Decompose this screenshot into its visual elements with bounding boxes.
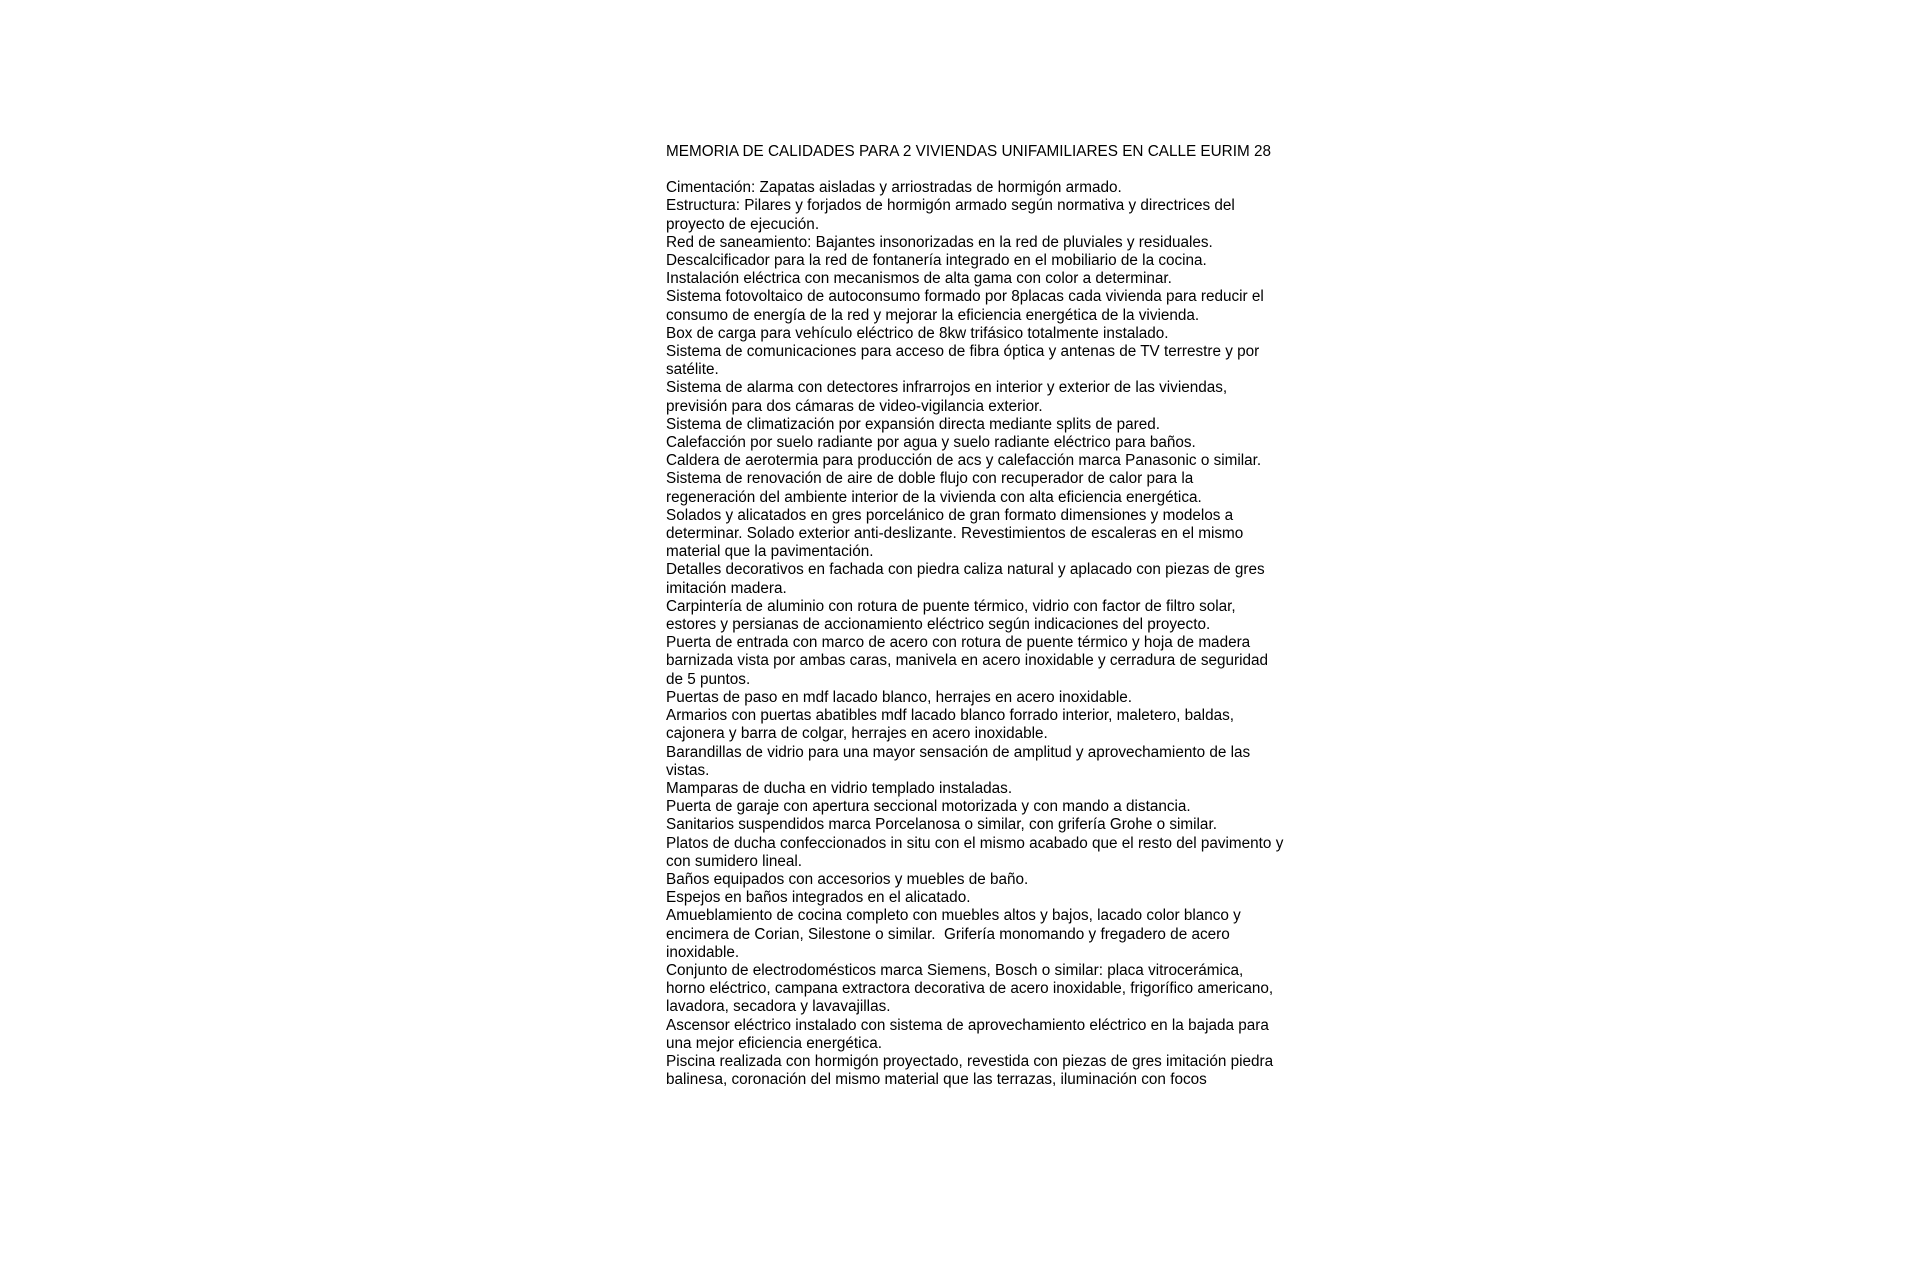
spec-item-fotovoltaico: Sistema fotovoltaico de autoconsumo formado por 8placas cada vivienda para reducir el consumo de energía de la red y mejorar la eficiencia energética de la vivienda. (666, 288, 1269, 324)
spec-item-box-carga: Box de carga para vehículo eléctrico de 8kw trifásico totalmente instalado. (666, 324, 1169, 342)
spec-item-caldera: Caldera de aerotermia para producción de acs y calefacción marca Panasonic o similar. (666, 452, 1262, 470)
spec-item-puerta-garaje: Puerta de garaje con apertura seccional motorizada y con mando a distancia. (666, 798, 1191, 816)
spec-item-descalcificador: Descalcificador para la red de fontanería integrado en el mobiliario de la cocina. (666, 252, 1207, 270)
specification-list (666, 179, 1286, 1089)
spec-item-estructura: Estructura: Pilares y forjados de hormigón armado según normativa y directrices del proyecto de ejecución. (666, 197, 1240, 233)
spec-item-solados: Solados y alicatados en gres porcelánico de gran formato dimensiones y modelos a determinar. Solado exterior anti-deslizante. Revestimientos de escaleras en el mismo material que la pavimentación. (666, 506, 1248, 561)
spec-item-mamparas: Mamparas de ducha en vidrio templado instaladas. (666, 779, 1013, 797)
spec-item-sanitarios: Sanitarios suspendidos marca Porcelanosa o similar, con grifería Grohe o similar. (666, 816, 1217, 834)
spec-item-piscina: Piscina realizada con hormigón proyectado, revestida con piezas de gres imitación piedra balinesa, coronación del mismo material que las terrazas, iluminación con focos (666, 1052, 1278, 1089)
spec-item-cocina: Amueblamiento de cocina completo con muebles altos y bajos, lacado color blanco y encimera de Corian, Silestone o similar. Grifería monomando y fregadero de acero inoxidable. (666, 907, 1246, 961)
spec-item-renovacion-aire: Sistema de renovación de aire de doble flujo con recuperador de calor para la regeneración del ambiente interior de la vivienda con alta eficiencia energética. (666, 470, 1202, 506)
spec-item-puerta-entrada: Puerta de entrada con marco de acero con rotura de puente térmico y hoja de madera barnizada vista por ambas caras, manivela en acero inoxidable y cerradura de seguridad de 5 puntos. (666, 634, 1273, 688)
spec-item-platos-ducha: Platos de ducha confeccionados in situ con el mismo acabado que el resto del pavimento y con sumidero lineal. (666, 834, 1288, 870)
spec-item-espejos: Espejos en baños integrados en el alicatado. (666, 889, 971, 907)
spec-item-comunicaciones: Sistema de comunicaciones para acceso de fibra óptica y antenas de TV terrestre y por satélite. (666, 343, 1264, 379)
spec-item-banos: Baños equipados con accesorios y muebles de baño. (666, 870, 1029, 888)
spec-item-barandillas: Barandillas de vidrio para una mayor sensación de amplitud y aprovechamiento de las vistas. (666, 743, 1255, 779)
spec-item-ascensor: Ascensor eléctrico instalado con sistema de aprovechamiento eléctrico en la bajada para una mejor eficiencia energética. (666, 1016, 1274, 1052)
document-page (666, 143, 1286, 1089)
spec-item-cimentacion: Cimentación: Zapatas aisladas y arriostradas de hormigón armado. (666, 179, 1122, 197)
spec-item-calefaccion: Calefacción por suelo radiante por agua y suelo radiante eléctrico para baños. (666, 434, 1196, 452)
document-title: MEMORIA DE CALIDADES PARA 2 VIVIENDAS UNIFAMILIARES EN CALLE EURIM 28 (666, 143, 1271, 160)
spec-item-instalacion-electrica: Instalación eléctrica con mecanismos de alta gama con color a determinar. (666, 270, 1172, 288)
spec-item-red-saneamiento: Red de saneamiento: Bajantes insonorizadas en la red de pluviales y residuales. (666, 233, 1213, 251)
spec-item-armarios: Armarios con puertas abatibles mdf lacado blanco forrado interior, maletero, baldas, cajonera y barra de colgar, herrajes en acero inoxidable. (666, 707, 1239, 743)
spec-item-electrodomesticos: Conjunto de electrodomésticos marca Siemens, Bosch o similar: placa vitrocerámica, horno eléctrico, campana extractora decorativa de acero inoxidable, frigorífico americano, lavadora, secadora y lavavajillas. (666, 961, 1278, 1016)
spec-item-puertas-paso: Puertas de paso en mdf lacado blanco, herrajes en acero inoxidable. (666, 688, 1133, 706)
spec-item-alarma: Sistema de alarma con detectores infrarrojos en interior y exterior de las viviendas, previsión para dos cámaras de video-vigilancia exterior. (666, 379, 1232, 415)
spec-item-climatizacion: Sistema de climatización por expansión directa mediante splits de pared. (666, 415, 1161, 433)
spec-item-fachada: Detalles decorativos en fachada con piedra caliza natural y aplacado con piezas de gres imitación madera. (666, 561, 1269, 597)
spec-item-carpinteria: Carpintería de aluminio con rotura de puente térmico, vidrio con factor de filtro solar, estores y persianas de accionamiento eléctrico según indicaciones del proyecto. (666, 597, 1240, 634)
